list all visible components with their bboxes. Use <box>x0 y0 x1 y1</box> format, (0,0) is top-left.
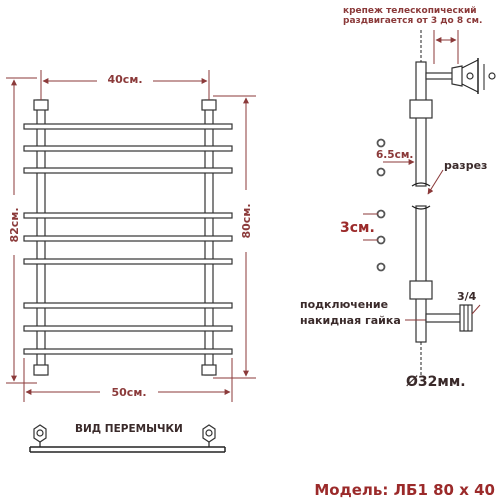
thread-label: 3/4 <box>457 290 477 303</box>
right-nut-icon <box>203 425 215 447</box>
bottom-left-coupling <box>34 365 48 375</box>
rung <box>24 236 232 241</box>
top-left-coupling <box>34 100 48 110</box>
bracket-note-line2: раздвигается от 3 до 8 см. <box>343 16 483 26</box>
rung-end <box>378 211 385 218</box>
rung <box>24 303 232 308</box>
side-lower-pipe <box>416 206 426 342</box>
side-lower-coupling <box>410 281 432 299</box>
union-nut-icon <box>426 305 480 331</box>
side-view <box>300 6 495 390</box>
spacing-label: 3см. <box>340 220 375 236</box>
diameter-label: Ø32мм. <box>406 374 466 390</box>
width-outer-label: 50см. <box>111 386 147 399</box>
width-inner-label: 40см. <box>107 73 143 86</box>
left-nut-icon <box>34 425 46 447</box>
top-right-coupling <box>202 100 216 110</box>
height-left-label: 82см. <box>8 207 21 243</box>
rung <box>24 213 232 218</box>
rung <box>24 349 232 354</box>
cut-label: разрез <box>444 159 488 172</box>
height-right-label: 80см. <box>240 203 253 239</box>
jumper-title: ВИД ПЕРЕМЫЧКИ <box>75 423 183 435</box>
side-upper-coupling <box>410 100 432 118</box>
rung-end <box>378 169 385 176</box>
telescopic-bracket <box>426 58 495 94</box>
rung-end <box>378 237 385 244</box>
bracket-note-line1: крепеж телескопический <box>343 6 477 16</box>
rung <box>24 146 232 151</box>
side-upper-pipe <box>416 62 426 186</box>
bottom-right-coupling <box>202 365 216 375</box>
rung <box>24 259 232 264</box>
connection-line2: накидная гайка <box>300 314 401 327</box>
front-view <box>6 70 256 402</box>
offset-label: 6.5см. <box>376 149 414 161</box>
bracket-clamp <box>452 66 462 86</box>
connection-line1: подключение <box>300 298 389 311</box>
jumper-view <box>30 423 225 452</box>
rungs <box>24 124 232 354</box>
rung <box>24 168 232 173</box>
rung <box>24 124 232 129</box>
rung-end <box>378 264 385 271</box>
rung <box>24 326 232 331</box>
model-label: Модель: ЛБ1 80 х 40 <box>314 481 495 499</box>
rung-end <box>378 140 385 147</box>
